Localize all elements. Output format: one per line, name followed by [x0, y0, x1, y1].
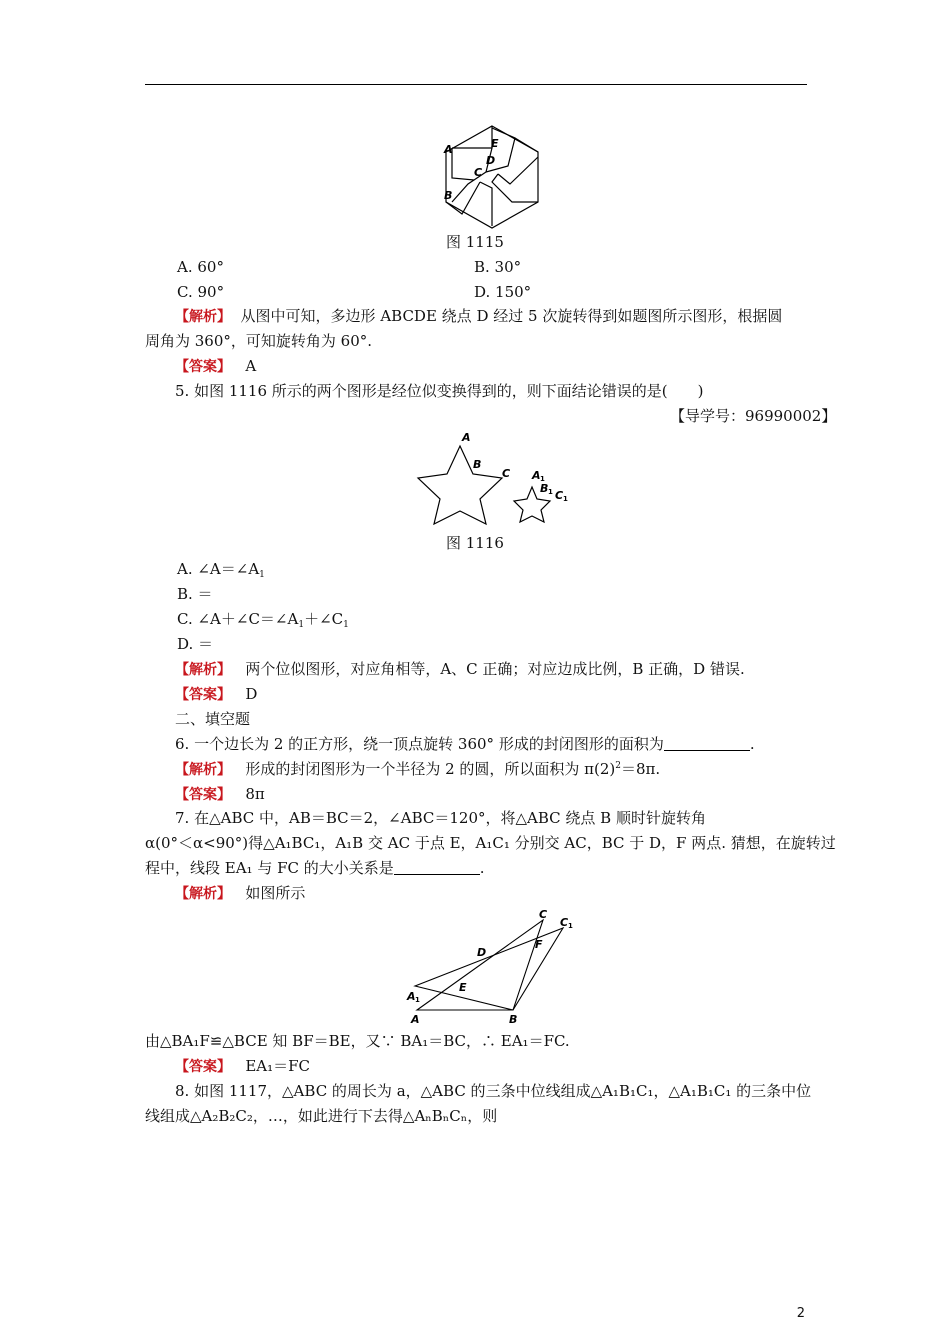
q5-option-a-sub: 1 [259, 570, 265, 580]
q6-analysis-text: 形成的封闭图形为一个半径为 2 的圆，所以面积为 π(2) [245, 760, 616, 778]
q7-analysis-text: 如图所示 [245, 884, 306, 902]
q7-line3-end: . [479, 859, 485, 877]
section-title: 二、填空题 [175, 710, 251, 728]
fig1116-label-c1: C [555, 489, 564, 502]
q7-analysis [175, 883, 305, 904]
q6-stem-text: 6. 一个边长为 2 的正方形，绕一顶点旋转 360° 形成的封闭图形的面积为 [175, 735, 664, 753]
q4-answer [175, 356, 256, 377]
fig1116-sub-a1: 1 [540, 475, 545, 483]
q5-option-c-sub1: 1 [298, 620, 305, 630]
fig1115-label-c: C [474, 166, 483, 179]
answer-tag: 【答案】 [175, 359, 231, 375]
fig1116-label-b1: B [540, 482, 549, 495]
page-number: 2 [796, 1306, 805, 1321]
q6-analysis [175, 759, 660, 780]
q5-ref-number: 【导学号：96990002】 [670, 407, 837, 425]
q7-line1: 7. 在△ABC 中，AB＝BC＝2，∠ABC＝120°，将△ABC 绕点 B 顺时针旋转角 [175, 809, 706, 827]
q4-option-b: B. 30° [474, 258, 522, 276]
q7-proof: 由△BA₁F≌△BCE 知 BF＝BE，又∵ BA₁＝BC，∴ EA₁＝FC. [145, 1032, 570, 1050]
figure-1116 [410, 428, 580, 528]
q6-analysis-tail: ＝8π. [621, 760, 661, 778]
fig7-sub-a1: 1 [415, 996, 420, 1004]
q5-option-c-mid: ＋∠C [304, 610, 344, 628]
figure-q7 [405, 908, 590, 1026]
q5-option-c-text: C. ∠A＋∠C＝∠A [177, 610, 299, 628]
fig1116-sub-c1: 1 [563, 495, 568, 503]
q6-answer-value: 8π [245, 785, 265, 803]
fig1116-label-a: A [462, 431, 471, 444]
q5-option-c [177, 609, 349, 629]
q5-option-d: D. ＝ [177, 635, 214, 653]
q5-option-a-text: A. ∠A＝∠A [177, 560, 260, 578]
analysis-tag: 【解析】 [175, 662, 231, 678]
q4-option-d: D. 150° [474, 283, 532, 301]
fig7-label-b: B [509, 1013, 518, 1026]
q7-line3 [145, 858, 485, 878]
q7-answer-value: EA₁＝FC [245, 1057, 310, 1075]
fig7-label-a1: A [407, 990, 416, 1003]
q5-option-b: B. ＝ [177, 585, 213, 603]
q5-answer-value: D [245, 685, 258, 703]
header-rule [145, 84, 807, 85]
fig7-label-c: C [539, 908, 548, 921]
q5-stem: 5. 如图 1116 所示的两个图形是经位似变换得到的，则下面结论错误的是( ) [175, 382, 704, 400]
q4-option-a: A. 60° [177, 258, 224, 276]
fig1115-caption: 图 1115 [446, 233, 504, 251]
q4-option-c: C. 90° [177, 283, 225, 301]
q6-analysis-sup: 2 [615, 761, 622, 771]
q7-line2: α(0°＜α<90°)得△A₁BC₁，A₁B 交 AC 于点 E，A₁C₁ 分别交 AC，BC 于 D，F 两点. 猜想，在旋转过 [145, 834, 836, 852]
q6-stem-end: . [749, 735, 755, 753]
q6-answer [175, 784, 265, 805]
analysis-tag: 【解析】 [175, 886, 231, 902]
fig7-sub-c1: 1 [568, 922, 573, 930]
q4-answer-value: A [245, 357, 257, 375]
q6-answer-blank [664, 736, 750, 751]
q4-analysis-line1 [175, 306, 782, 327]
q6-stem [175, 734, 755, 754]
fig1116-label-b: B [473, 458, 482, 471]
analysis-tag: 【解析】 [175, 309, 231, 325]
fig1115-label-d: D [486, 154, 496, 167]
figure-1115 [440, 122, 545, 230]
fig7-label-a: A [411, 1013, 420, 1026]
q7-answer [175, 1056, 310, 1077]
q4-analysis-line2: 周角为 360°，可知旋转角为 60°. [145, 332, 373, 350]
q5-option-a [177, 559, 265, 579]
fig7-label-c1: C [560, 916, 569, 929]
fig7-label-e: E [459, 981, 467, 994]
fig1116-sub-b1: 1 [548, 488, 553, 496]
q8-line1: 8. 如图 1117，△ABC 的周长为 a，△ABC 的三条中位线组成△A₁B₁C₁，△A₁B₁C₁ 的三条中位 [175, 1082, 812, 1100]
fig1116-caption: 图 1116 [446, 534, 504, 552]
fig1116-label-c: C [502, 467, 511, 480]
q7-answer-blank [394, 860, 480, 875]
q5-option-c-sub2: 1 [343, 620, 349, 630]
q7-line3-text: 程中，线段 EA₁ 与 FC 的大小关系是 [145, 859, 394, 877]
fig1115-label-b: B [444, 189, 453, 202]
q5-answer [175, 684, 257, 705]
q8-line2: 线组成△A₂B₂C₂，…，如此进行下去得△AₙBₙCₙ，则 [145, 1107, 498, 1125]
q5-analysis-text: 两个位似图形，对应角相等，A、C 正确；对应边成比例，B 正确，D 错误. [245, 660, 745, 678]
fig7-label-d: D [477, 946, 487, 959]
answer-tag: 【答案】 [175, 1059, 231, 1075]
q5-analysis [175, 659, 745, 680]
answer-tag: 【答案】 [175, 787, 231, 803]
fig1115-label-a: A [444, 143, 453, 156]
analysis-tag: 【解析】 [175, 762, 231, 778]
fig7-label-f: F [535, 938, 543, 951]
answer-tag: 【答案】 [175, 687, 231, 703]
q4-analysis-text: 从图中可知，多边形 ABCDE 绕点 D 经过 5 次旋转得到如题图所示图形，根据圆 [240, 307, 783, 325]
fig1116-label-a1: A [532, 469, 541, 482]
fig1115-label-e: E [491, 137, 499, 150]
